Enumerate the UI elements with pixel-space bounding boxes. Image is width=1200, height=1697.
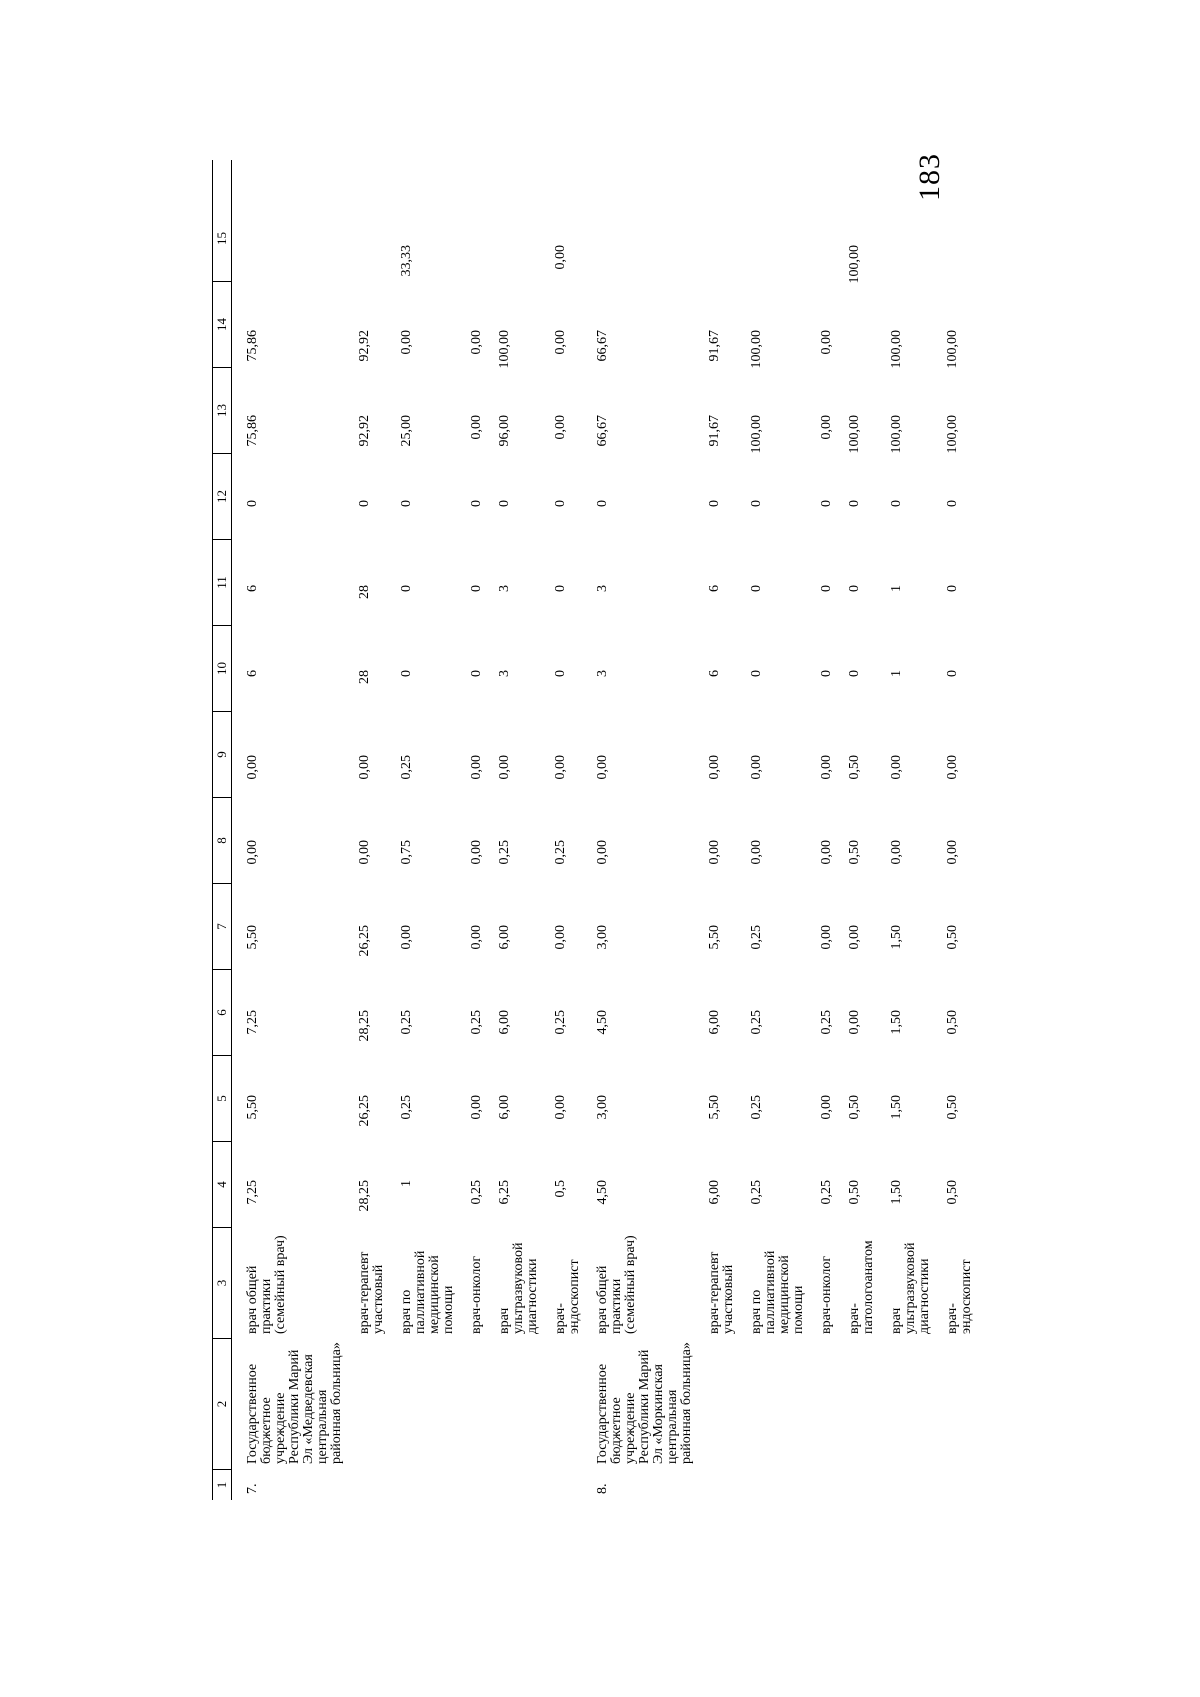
cell-value: 0,50: [847, 1180, 862, 1205]
cell-value: 6,00: [707, 1180, 722, 1205]
cell-pos: врач ультразвуковой диагностики: [497, 1242, 540, 1334]
column-header-13: 13: [213, 368, 231, 454]
cell-value: 0,00: [553, 330, 568, 355]
cell-n: [890, 1470, 932, 1500]
cell-value: 0,00: [245, 840, 260, 865]
cell-value: 0,50: [945, 1180, 960, 1205]
cell-value: 0,75: [399, 840, 414, 865]
cell-value: [246, 210, 344, 295]
cell-pos: врач по паллиативной медицинской помощи: [399, 1250, 456, 1334]
cell-value: 0,25: [749, 925, 764, 950]
cell-value: 0,00: [889, 755, 904, 780]
cell-n: [554, 1470, 582, 1500]
cell-value: 3: [497, 670, 512, 677]
cell-value: 0,25: [819, 1010, 834, 1035]
cell-value: 0,25: [469, 1010, 484, 1035]
cell-pos: врач общей практики (семейный врач): [595, 1235, 638, 1334]
cell-value: 33,33: [399, 245, 414, 277]
cell-value: 0,00: [469, 1095, 484, 1120]
cell-value: 0,00: [595, 755, 610, 780]
cell-value: [498, 210, 540, 295]
cell-value: 0: [749, 585, 764, 592]
cell-value: 0,50: [945, 1010, 960, 1035]
cell-value: 6,25: [497, 1180, 512, 1205]
cell-value: 0,00: [357, 840, 372, 865]
cell-value: 28,25: [357, 1010, 372, 1042]
cell-value: [848, 295, 876, 380]
cell-value: 3: [595, 670, 610, 677]
cell-n: [946, 1470, 974, 1500]
cell-value: 3: [497, 585, 512, 592]
cell-value: 0: [469, 500, 484, 507]
cell-value: 0,00: [399, 330, 414, 355]
cell-value: 0,00: [357, 755, 372, 780]
cell-value: 0,00: [945, 755, 960, 780]
table-row: [946, 160, 974, 1500]
cell-value: 1: [889, 670, 904, 677]
cell-value: 1,50: [889, 925, 904, 950]
cell-n: [708, 1470, 736, 1500]
column-header-6: 6: [213, 970, 231, 1056]
cell-org: Государственное бюджетное учреждение Республики Марий Эл «Медведевская центральная районная больница»: [245, 1342, 344, 1464]
cell-value: 0: [847, 500, 862, 507]
cell-value: 96,00: [497, 415, 512, 447]
cell-value: 0: [497, 500, 512, 507]
cell-value: 0,00: [553, 925, 568, 950]
cell-value: 6: [245, 585, 260, 592]
table-row: [470, 160, 484, 1500]
table-row: [358, 160, 386, 1500]
cell-pos: врач-эндоскопист: [945, 1259, 974, 1334]
column-header-2: 2: [213, 1339, 231, 1470]
column-header-14: 14: [213, 282, 231, 368]
cell-pos: врач-патологоанатом: [847, 1240, 876, 1334]
cell-value: 0: [819, 670, 834, 677]
cell-value: [820, 210, 834, 295]
table-header: [212, 160, 232, 1500]
cell-value: 100,00: [847, 415, 862, 454]
cell-value: 7,25: [245, 1010, 260, 1035]
cell-value: 6: [707, 585, 722, 592]
cell-value: [946, 210, 974, 295]
cell-value: 66,67: [595, 330, 610, 362]
cell-pos: врач-терапевт участковый: [357, 1251, 386, 1334]
cell-value: 0: [245, 500, 260, 507]
cell-value: 0,25: [469, 1180, 484, 1205]
table-row: [708, 160, 736, 1500]
cell-value: 0: [553, 500, 568, 507]
cell-value: 0,00: [399, 925, 414, 950]
column-header-3: 3: [213, 1228, 231, 1339]
cell-value: [470, 210, 484, 295]
cell-value: 5,50: [245, 1095, 260, 1120]
cell-value: 0,50: [847, 840, 862, 865]
cell-value: 0,00: [469, 755, 484, 780]
cell-org: [820, 1340, 834, 1470]
cell-value: 1,50: [889, 1010, 904, 1035]
cell-n: [400, 1470, 456, 1500]
cell-value: 0,25: [553, 840, 568, 865]
cell-value: 0,00: [819, 330, 834, 355]
cell-value: 1,50: [889, 1180, 904, 1205]
cell-org: [750, 1340, 806, 1470]
cell-value: 26,25: [357, 1095, 372, 1127]
cell-value: 0,00: [553, 1095, 568, 1120]
cell-n: [498, 1470, 540, 1500]
cell-value: 0,00: [749, 840, 764, 865]
cell-value: 0,25: [399, 1095, 414, 1120]
cell-value: 0,25: [749, 1180, 764, 1205]
cell-value: 6: [707, 670, 722, 677]
cell-value: 25,00: [399, 415, 414, 447]
cell-value: 5,50: [245, 925, 260, 950]
cell-value: 0,5: [553, 1180, 568, 1198]
cell-value: 100,00: [497, 330, 512, 369]
cell-org: [470, 1340, 484, 1470]
cell-value: 0: [595, 500, 610, 507]
cell-value: [358, 210, 386, 295]
cell-value: 0,00: [469, 415, 484, 440]
column-header-15: 15: [213, 196, 231, 282]
cell-pos: врач-эндоскопист: [553, 1259, 582, 1334]
cell-pos: врач общей практики (семейный врач): [245, 1235, 288, 1334]
cell-org: [848, 1340, 876, 1470]
cell-value: 0: [553, 670, 568, 677]
cell-value: 0,00: [889, 840, 904, 865]
cell-value: 6,00: [707, 1010, 722, 1035]
column-header-9: 9: [213, 712, 231, 798]
data-table: [212, 160, 972, 1500]
cell-value: 0: [847, 585, 862, 592]
cell-value: 6,00: [497, 1095, 512, 1120]
cell-value: 92,92: [357, 415, 372, 447]
cell-value: 0,00: [245, 755, 260, 780]
cell-value: 0,00: [847, 1010, 862, 1035]
cell-value: 100,00: [945, 330, 960, 369]
table-row: [498, 160, 540, 1500]
cell-value: 3,00: [595, 925, 610, 950]
cell-value: 0,25: [497, 840, 512, 865]
cell-pos: врач ультразвуковой диагностики: [889, 1242, 932, 1334]
cell-value: 1,50: [889, 1095, 904, 1120]
cell-value: 0,00: [847, 925, 862, 950]
table-row: [596, 160, 694, 1500]
cell-value: 0,25: [553, 1010, 568, 1035]
cell-value: 0: [553, 585, 568, 592]
cell-value: 0,00: [749, 755, 764, 780]
cell-n: [848, 1470, 876, 1500]
cell-value: 0: [819, 500, 834, 507]
cell-value: 0: [707, 500, 722, 507]
table-row: [890, 160, 932, 1500]
cell-n: [820, 1470, 834, 1500]
cell-value: 0,00: [707, 840, 722, 865]
cell-value: 0: [889, 500, 904, 507]
cell-value: 0: [399, 670, 414, 677]
cell-value: 0,00: [819, 755, 834, 780]
cell-value: [596, 210, 694, 295]
cell-pos: врач-онколог: [469, 1255, 484, 1334]
page-number: 183: [913, 153, 946, 201]
cell-value: 0,50: [945, 1095, 960, 1120]
cell-value: 5,50: [707, 925, 722, 950]
cell-value: 0,00: [469, 840, 484, 865]
cell-value: 26,25: [357, 925, 372, 957]
cell-value: 0: [819, 585, 834, 592]
cell-value: 4,50: [595, 1010, 610, 1035]
column-header-1: 1: [214, 1481, 229, 1489]
cell-value: 0: [399, 585, 414, 592]
table-row: [554, 160, 582, 1500]
cell-value: 6,00: [497, 1010, 512, 1035]
cell-value: 3: [595, 585, 610, 592]
cell-value: 0,00: [707, 755, 722, 780]
table-row: [400, 160, 456, 1500]
cell-pos: врач по паллиативной медицинской помощи: [749, 1250, 806, 1334]
cell-org: [400, 1340, 456, 1470]
cell-value: 0: [945, 670, 960, 677]
cell-org: [708, 1340, 736, 1470]
column-header-8: 8: [213, 798, 231, 884]
cell-value: 75,86: [245, 330, 260, 362]
cell-value: 0: [749, 500, 764, 507]
table-row: [246, 160, 344, 1500]
cell-value: 91,67: [707, 415, 722, 447]
cell-n: 8.: [595, 1483, 610, 1494]
cell-value: 0: [749, 670, 764, 677]
cell-value: 0,00: [497, 755, 512, 780]
cell-value: 0,25: [399, 755, 414, 780]
cell-value: 100,00: [749, 330, 764, 369]
cell-value: 0,25: [399, 1010, 414, 1035]
cell-value: 0,00: [819, 415, 834, 440]
cell-value: 0: [399, 500, 414, 507]
cell-value: 3,00: [595, 1095, 610, 1120]
cell-value: 4,50: [595, 1180, 610, 1205]
cell-n: 7.: [245, 1483, 260, 1494]
cell-value: 0,00: [553, 755, 568, 780]
cell-value: 1: [889, 585, 904, 592]
cell-org: [554, 1340, 582, 1470]
cell-value: 100,00: [889, 330, 904, 369]
cell-value: 7,25: [245, 1180, 260, 1205]
cell-value: 92,92: [357, 330, 372, 362]
cell-value: 75,86: [245, 415, 260, 447]
table-row: [750, 160, 806, 1500]
cell-value: [890, 210, 932, 295]
cell-pos: врач-онколог: [819, 1255, 834, 1334]
cell-value: 0: [945, 500, 960, 507]
cell-org: [890, 1340, 932, 1470]
cell-value: [708, 210, 736, 295]
cell-value: 0: [469, 585, 484, 592]
cell-org: Государственное бюджетное учреждение Республики Марий Эл «Моркинская центральная районная больница»: [595, 1342, 694, 1464]
cell-value: 0,00: [553, 415, 568, 440]
cell-value: 0,00: [819, 1095, 834, 1120]
cell-value: 6,00: [497, 925, 512, 950]
cell-value: 0: [469, 670, 484, 677]
cell-value: 0,25: [749, 1010, 764, 1035]
cell-org: [358, 1340, 386, 1470]
cell-n: [750, 1470, 806, 1500]
cell-value: 0,00: [819, 840, 834, 865]
column-header-10: 10: [213, 626, 231, 712]
cell-value: 28: [357, 670, 372, 684]
cell-value: 0: [357, 500, 372, 507]
cell-value: 0,00: [945, 840, 960, 865]
cell-org: [946, 1340, 974, 1470]
cell-value: 6: [245, 670, 260, 677]
cell-org: [498, 1340, 540, 1470]
cell-value: 0,00: [469, 925, 484, 950]
column-header-5: 5: [213, 1056, 231, 1142]
cell-value: 66,67: [595, 415, 610, 447]
cell-value: 100,00: [889, 415, 904, 454]
cell-value: 5,50: [707, 1095, 722, 1120]
cell-value: 100,00: [749, 415, 764, 454]
cell-value: 1: [399, 1180, 414, 1187]
cell-value: 0,50: [847, 755, 862, 780]
cell-value: 0: [945, 585, 960, 592]
cell-value: 0: [847, 670, 862, 677]
table-row: [848, 160, 876, 1500]
cell-pos: врач-терапевт участковый: [707, 1251, 736, 1334]
cell-n: [470, 1470, 484, 1500]
cell-value: 0,00: [595, 840, 610, 865]
column-header-12: 12: [213, 454, 231, 540]
cell-value: 100,00: [847, 245, 862, 284]
cell-value: 91,67: [707, 330, 722, 362]
column-header-7: 7: [213, 884, 231, 970]
table-body: [246, 160, 974, 1500]
cell-value: 0,50: [847, 1095, 862, 1120]
column-header-11: 11: [213, 540, 231, 626]
cell-value: 0,25: [749, 1095, 764, 1120]
cell-value: 0,00: [553, 245, 568, 270]
cell-value: [750, 210, 806, 295]
cell-value: 100,00: [945, 415, 960, 454]
cell-value: 28,25: [357, 1180, 372, 1212]
table-row: [820, 160, 834, 1500]
cell-n: [358, 1470, 386, 1500]
cell-value: 28: [357, 585, 372, 599]
cell-value: 0,50: [945, 925, 960, 950]
cell-value: 0,00: [819, 925, 834, 950]
cell-value: 0,00: [469, 330, 484, 355]
cell-value: 0,25: [819, 1180, 834, 1205]
column-header-4: 4: [213, 1142, 231, 1228]
